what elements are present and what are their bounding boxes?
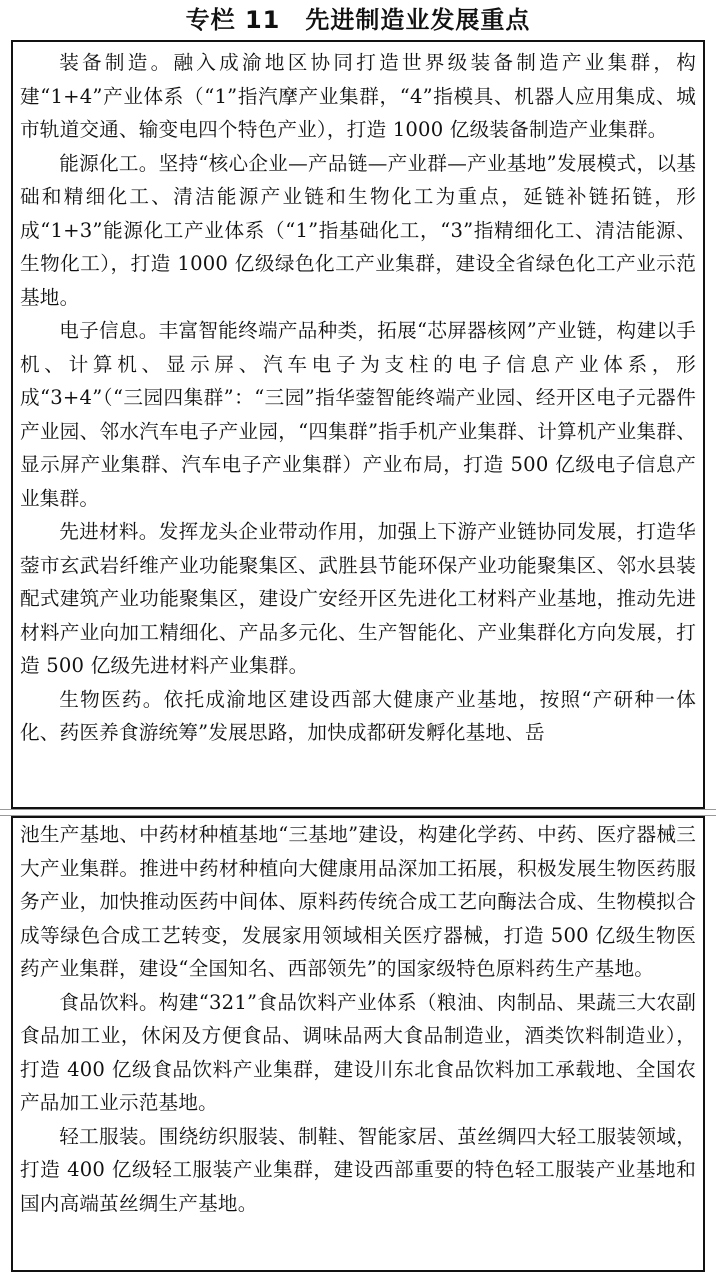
content-box-top — [11, 40, 705, 809]
paragraph-light-industry-apparel: 轻工服装。围绕纺织服装、制鞋、智能家居、茧丝绸四大轻工服装领域，打造 400 亿级轻工服装产业集群，建设西部重要的特色轻工服装产业基地和国内高端茧丝绸生产基地。 — [20, 1124, 696, 1215]
paragraph-advanced-materials: 先进材料。发挥龙头企业带动作用，加强上下游产业链协同发展，打造华蓥市玄武岩纤维产业功能聚集区、武胜县节能环保产业功能聚集区、邻水县装配式建筑产业功能聚集区，建设广安经开区先进化工材料产业基地，推动先进材料产业向加工精细化、产品多元化、生产智能化、产业集群化方向发展，打造 500 亿级先进材料产业集群。 — [20, 520, 696, 677]
paragraph-equipment-manufacturing: 装备制造。融入成渝地区协同打造世界级装备制造产业集群，构建“1+4”产业体系（“1”指汽摩产业集群，“4”指模具、机器人应用集成、城市轨道交通、输变电四个特色产业），打造 1000 亿级装备制造产业集群。 — [20, 51, 696, 141]
paragraph-electronic-information: 电子信息。丰富智能终端产品种类，拓展“芯屏器核网”产业链，构建以手机、计算机、显示屏、汽车电子为支柱的电子信息产业体系，形成“3+4”（“三园四集群”：“三园”指华蓥智能终端产业园、经开区电子元器件产业园、邻水汽车电子产业园，“四集群”指手机产业集群、计算机产业集群、显示屏产业集群、汽车电子产业集群）产业布局，打造 500 亿级电子信息产业集群。 — [20, 319, 696, 510]
column-title: 专栏 11 先进制造业发展重点 — [185, 6, 531, 34]
paragraph-energy-chemical: 能源化工。坚持“核心企业—产品链—产业群—产业基地”发展模式，以基础和精细化工、清洁能源产业链和生物化工为重点，延链补链拓链，形成“1+3”能源化工产业体系（“1”指基础化工，“3”指精细化工、清洁能源、生物化工），打造 1000 亿级绿色化工产业集群，建设全省绿色化工产业示范基地。 — [20, 151, 696, 309]
paragraph-food-beverage: 食品饮料。构建“321”食品饮料产业体系（粮油、肉制品、果蔬三大农副食品加工业，休闲及方便食品、调味品两大食品制造业，酒类饮料制造业），打造 400 亿级食品饮料产业集群，建设川东北食品饮料加工承载地、全国农产品加工业示范基地。 — [20, 990, 696, 1114]
page-break-separator — [0, 809, 716, 816]
box-bottom-content — [13, 818, 703, 1220]
box-top-content — [13, 42, 703, 750]
paragraph-biomedicine-start: 生物医药。依托成渝地区建设西部大健康产业基地，按照“产研种一体化、药医养食游统筹”发展思路，加快成都研发孵化基地、岳 — [20, 687, 696, 744]
content-box-bottom — [11, 816, 705, 1272]
paragraph-biomedicine-continued: 池生产基地、中药材种植基地“三基地”建设，构建化学药、中药、医疗器械三大产业集群。推进中药材种植向大健康用品深加工拓展，积极发展生物医药服务产业，加快推动医药中间体、原料药传统合成工艺向酶法合成、生物模拟合成等绿色合成工艺转变，发展家用领域相关医疗器械，打造 500 亿级生物医药产业集群，建设“全国知名、西部领先”的国家级特色原料药生产基地。 — [20, 823, 696, 980]
